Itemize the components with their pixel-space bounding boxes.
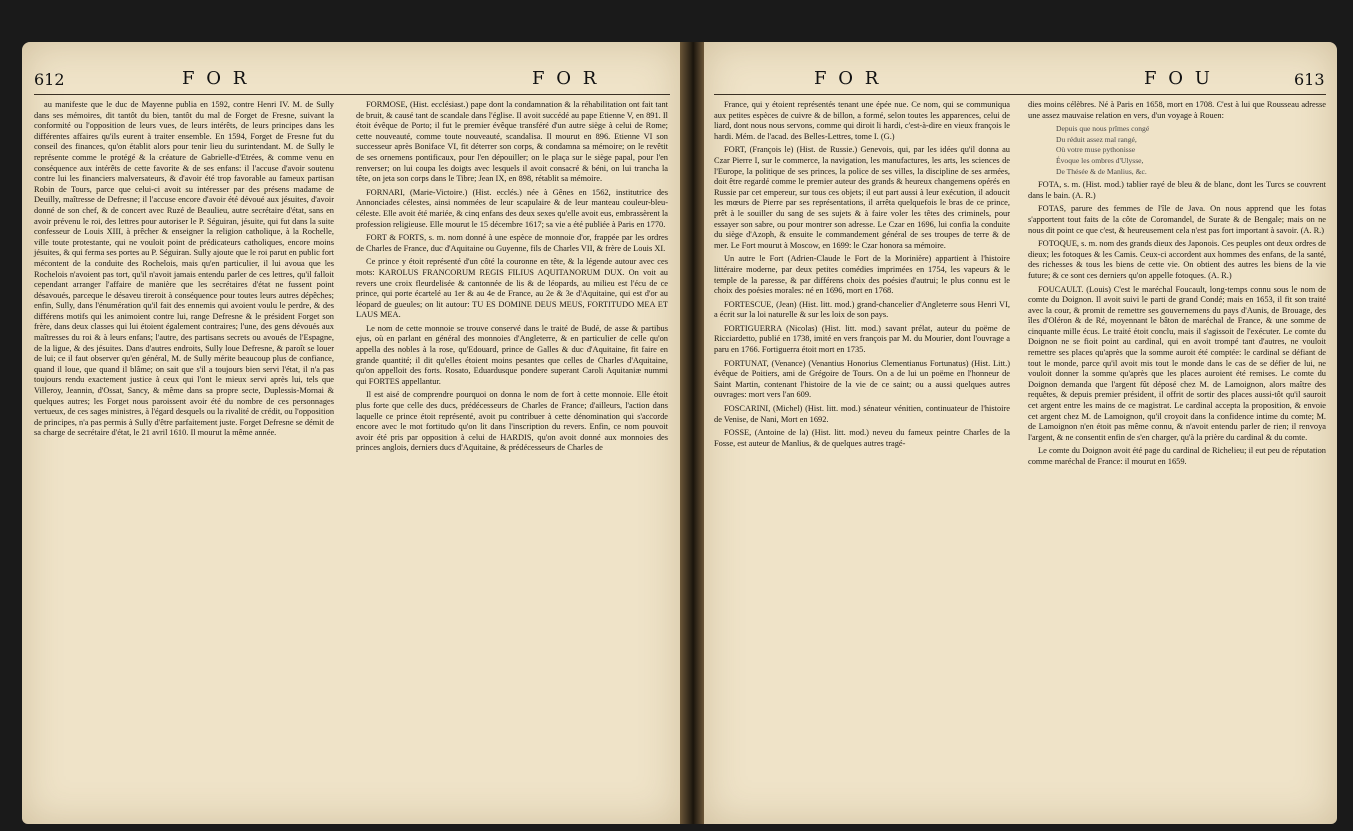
header-rule: [714, 94, 1326, 95]
right-running-header-1: F O R: [814, 68, 882, 89]
paragraph: France, qui y étoient représentés tenant une épée nue. Ce nom, qui se communiqua aux petites espèces de cuivre & de billon, a formé, selon toutes les apparences, celui de liard, dont nous nous servons, comme qui diroit li hardi, c'est-à-dire en vieux françois le hardi. Mém. de l'acad. des Belles-Lettres, tome I. (G.): [714, 100, 1010, 141]
entry-foscarini: FOSCARINI, (Michel) (Hist. litt. mod.) sénateur vénitien, continuateur de l'histoire de Venise, de Nani, Mort en 1692.: [714, 404, 1010, 424]
left-page: [22, 42, 680, 824]
entry-fortescue: FORTESCUE, (Jean) (Hist. litt. mod.) grand-chancelier d'Angleterre sous Henri VI, a écrit sur la loi naturelle & sur les loix de son pays.: [714, 299, 1010, 320]
right-page: [704, 42, 1337, 824]
paragraph: Il est aisé de comprendre pourquoi on donna le nom de fort à cette monnoie. Elle étoit plus forte que celle des ducs, prédécesseurs de Charles de France; d'ailleurs, l'action dans laquelle ce prince étoit représenté, avoit pu contribuer à cette dénomination qui s'accorde encore avec le mot fortitudo qu'on lit dans l'inscription du revers. Enfin, ce nom pouvoit avoir été pris par opposition à celui de HARDIS, qu'on avoit donné aux monnoies des princes anglois, derniers ducs d'Aquitaine, & prédécesseurs de Charles de: [356, 390, 668, 453]
right-running-header-2: F O U: [1144, 68, 1213, 89]
entry-formose: FORMOSE, (Hist. ecclésiast.) pape dont la condamnation & la réhabilitation ont fait tant de bruit, & causé tant de scandale dans l'église. Il avoit succédé au pape Etienne V, en 891. Il étoit évêque de Porto; il fut le premier évêque transféré d'un autre siège à celui de Rome; cette nouveauté, comme toute nouveauté, scandalisa. Il mourut en 896. Etienne VI son successeur après Boniface VI, fit déterrer son corps, & condamna sa mémoire; on le revêtit de ses ornemens pontificaux, pour l'en dépouiller; on le plaça sur le siège papal, pour l'en renverser; on lui coupa les doigts avec lesquels il avoit consacré & béni, on lui trancha la tête, on jeta son corps dans le Tibre; Jean IX, en 898, rétablit sa mémoire.: [356, 100, 668, 184]
right-page-number: 613: [1294, 70, 1325, 89]
entry-fort-le: FORT, (François le) (Hist. de Russie.) Genevois, qui, par les idées qu'il donna au Czar Pierre I, sur le commerce, la navigation, les manufactures, les arts, les sciences de l'Europe, la politique de ses princes, la police de ses villes, la discipline de ses armées, doit être regardé comme le premier auteur des grands & heureux changemens opérés en Russie par cet empereur, sur tous ces objets; il eut part aussi à leur exécution, il adoucit les mœurs de Pierre par ses représentations, il arrêta quelquefois le bras de ce prince, prêt à le souiller du sang de ses sujets & à faire voler les têtes des criminels, pour essayer son sabre, ou pour montrer son adresse. Le Czar en 1696, lui confia la conduite du siège d'Azoph, & ensuite le commandement général de ses troupes de terre & de mer. Le Fort mourut à Moscow, en 1699: le Czar honora sa mémoire.: [714, 145, 1010, 250]
entry-fota: FOTA, s. m. (Hist. mod.) tablier rayé de bleu & de blanc, dont les Turcs se couvrent dans le bain. (A. R.): [1028, 180, 1326, 200]
paragraph: Le comte du Doignon avoit été page du cardinal de Richelieu; il eut peu de réputation comme maréchal de France: il mourut en 1659.: [1028, 446, 1326, 466]
verse-line: Du réduit assez mal rangé,: [1056, 134, 1137, 144]
entry-fortiguerra: FORTIGUERRA (Nicolas) (Hist. litt. mod.) savant prélat, auteur du poëme de Ricciardetto, publié en 1738, imité en vers françois par M. du Mourier, dont l'ouvrage a paru en 1766. Fortiguerra étoit mort en 1735.: [714, 323, 1010, 355]
left-column-2: [356, 100, 668, 457]
left-running-header-2: F O R: [532, 68, 600, 89]
verse-line: Depuis que nous prîmes congé: [1056, 124, 1150, 134]
verse-line: De Thésée & de Manlius, &c.: [1056, 166, 1147, 176]
verse-quote: [1056, 124, 1326, 177]
paragraph: Le nom de cette monnoie se trouve conservé dans le traité de Budé, de asse & partibus ejus, où en parlant en général des monnoies d'Angleterre, & en particulier de celle qu'on appella des nobles à la rose, qu'Edouard, prince de Galles & duc d'Aquitaine, fit faire en grande quantité; il dit qu'elles étoient moins pesantes que celles de Charles d'Aquitaine, qu'on appelloit des forts. Rosato, Eduardusque pondere superant Caroli Aquitaniæ nummi qui FORTES appellantur.: [356, 323, 668, 386]
right-column-1: [714, 100, 1010, 452]
book-gutter: [680, 42, 704, 824]
left-column-1: [34, 100, 334, 442]
entry-fortunat: FORTUNAT, (Venance) (Venantius Honorius Clementianus Fortunatus) (Hist. Litt.) évêque de Poitiers, ami de Grégoire de Tours. On a de lui un poëme en l'honneur de Saint Martin, contenant l'histoire de la vie de ce saint; ou a aussi quelques autres ouvrages: mort vers l'an 609.: [714, 358, 1010, 400]
left-page-number: 612: [34, 70, 65, 89]
left-running-header-1: F O R: [182, 68, 250, 89]
header-rule: [34, 94, 670, 95]
verse-line: Évoque les ombres d'Ulysse,: [1056, 155, 1144, 165]
entry-fosse: FOSSE, (Antoine de la) (Hist. litt. mod.) neveu du fameux peintre Charles de la Fosse, est auteur de Manlius, & de quelques autres tragé-: [714, 428, 1010, 448]
entry-fotoque: FOTOQUE, s. m. nom des grands dieux des Japonois. Ces peuples ont deux ordres de dieux; les fotoques & les Camis. Ceux-ci accordent aux hommes des enfans, de la santé, des richesses & tous les biens de cette vie. On obtient des autres les biens de la vie future; & ce sont ces derniers qu'on appelle fotoques. (A. R.): [1028, 239, 1326, 280]
right-column-2: [1028, 100, 1326, 471]
entry-fornari: FORNARI, (Marie-Victoire.) (Hist. ecclés.) née à Gênes en 1562, institutrice des Annonciades célestes, ainsi nommées de leur scapulaire & de leur manteau couleur-bleu-céleste. Elle avoit été mariée, & cinq enfans des deux sexes qu'elle avoit eus, embrassèrent la profession religieuse. Elle mourut le 15 décembre 1617; sa vie a été publiée à Paris en 1770.: [356, 187, 668, 229]
verse-line: Où votre muse pythonisse: [1056, 145, 1136, 155]
entry-foucault: FOUCAULT. (Louis) C'est le maréchal Foucault, long-temps connu sous le nom de comte du Doignon. Il avoit suivi le parti de grand Condé; mais en 1653, il fit son traité avec la cour, & promit de remettre ses gouvernemens du pays d'Aunis, de Brouage, des îles d'Oléron & de Ré, moyennant le bâton de maréchal de France, & une somme de cinquante mille écus. Le traité étoit conclu, mais il s'agissoit de l'exécuter. Le comte du Doignon ne se fioit point au cardinal, qui en avoit trompé tant d'autres, ne vouloit remettre ses places qu'après que la somme auroit été comptée: le cardinal se défiant de tout le monde, parce qu'il avoit mis tout le monde dans le cas de se défier de lui, ne vouloit donner la somme qu'après que les places auroient été remises. Le comte du Doignon demanda que l'argent fût déposé chez M. de Lamoignon, alors maître des requêtes, & depuis premier président, il offrit de sortir des places aussi-tôt qu'il sauroit cet argent entre les mains de ce magistrat. Le cardinal accepta la proposition, & envoie cet argent chez M. de Lamoignon, qu'il croyoit dans la confidence intime du comte; M. de Lamoignon n'en étoit pas même connu, & n'avoit entendu parler de rien; il renvoya l'argent, & ne consentit enfin de s'en charger, qu'à la prière du cardinal & du comte.: [1028, 284, 1326, 442]
paragraph: Un autre le Fort (Adrien-Claude le Fort de la Morinière) appartient à l'histoire littéraire moderne, par deux petites comédies imprimées en 1754, les vapeurs & le temple de la paresse, & par différens choix des poésies d'autrui; le plus connu est le choix des poésies morales: né en 1696, mort en 1768.: [714, 254, 1010, 296]
paragraph: Ce prince y étoit représenté d'un côté la couronne en tête, & la légende autour avec ces mots: KAROLUS FRANCORUM REGIS FILIUS AQUITANORUM DUX. On voit au revers une croix fleurdelisée & cantonnée de lis & de léopards, au milieu est l'écu de ce prince, qui porte écartelé au 1er & au 4e de France, au 2e & 3e d'Aquitaine, qui est d'or au léopard de gueules; on lit autour: TU ES DOMINE DEUS MEUS, FORTITUDO MEA ET LAUS MEA.: [356, 257, 668, 320]
entry-fort: FORT & FORTS, s. m. nom donné à une espèce de monnoie d'or, frappée par les ordres de Charles de France, duc d'Aquitaine ou Guyenne, fils de Charles VII, & frère de Louis XI.: [356, 233, 668, 253]
entry-fotas: FOTAS, parure des femmes de l'île de Java. On nous apprend que les fotas s'apportent tout faits de la côte de Coromandel, de Surate & de Bengale; mais on ne nous dit point ce que c'est, & heureusement cela n'est pas fort important à savoir. (A. R.): [1028, 204, 1326, 235]
paragraph: dies moins célèbres. Né à Paris en 1658, mort en 1708. C'est à lui que Rousseau adresse une assez mauvaise relation en vers, d'un voyage à Rouen:: [1028, 100, 1326, 120]
paragraph: au manifeste que le duc de Mayenne publia en 1592, contre Henri IV. M. de Sully dans ses mémoires, dit tantôt du bien, tantôt du mal de Forget de Fresne, suivant la conformité ou l'opposition de leurs vues, de leurs intérêts, de leurs principes dans les différentes affaires qu'ils eurent à traiter ensemble. En 1594, Forget de Fresne fut du conseil des finances, qu'on établit alors pour tenir lieu du surintendant. M. de Sully le représente comme le protégé & la créature de Gabrielle-d'Etrées, & comme venu en conséquence aux intérêts de cette favorite & de ses enfans: il l'accuse d'avoir soutenu contre lui les financiers malversateurs, & d'avoir été trop favorable au fameux partisan Robin de Tours, parce que celui-ci avoit su intéresser par des présens madame de Deuilly, maîtresse de Defresne; il l'accuse encore d'avoir été dévoué aux jésuites, d'avoir donné de son chef, & de concert avec Ruzé de Beaulieu, autre secrétaire d'état, sans en avoir prévenu le roi, des lettres pour autoriser le P. Séguiran, jésuite, qui fut dans la suite confesseur de Louis XIII, à prêcher & enseigner la religion catholique, à la Rochelle, ville toute protestante, qui ne vouloit point de prédicateurs catholiques, encore moins jésuites, & qui ferma ses portes au P. Séguiran. Sully ajoute que le roi parut en public fort mécontent de la conduite des Rochelois, mais qu'en particulier, il lui avoua que les Rochelois n'avoient pas tort, qu'il n'avoit jamais entendu parler de ces lettres, qu'il falloit cependant arranger l'affaire de manière que les secrétaires d'état ne fussent point désavoués, parceque le désaveu tireroit à conséquence pour toutes leurs autres dépêches; enfin, Sully, dans l'énumération qu'il fait des ennemis qui avoient voulu le perdre, & des différens motifs qui les animoient contre lui, range Defresne & le président Forget son frère, dans deux classes qui lui étoient également contraires; l'une, des gens dévoués aux maîtresses du roi & à leurs enfans; l'autre, des partisans secrets ou avoués de l'Espagne, de la ligue, & des jésuites. Dans d'autres endroits, Sully loue Defresne, & paroît se louer de lui; ce il faut observer qu'en général, M. de Sully mérite beaucoup plus de confiance, quand il loue, que quand il blâme; on sait que s'il a toujours bien servi l'état, il n'a pas toujours rendu exactement justice à ceux qui l'ont le mieux servi après lui, tels que Villeroy, Jeannin, d'Ossat, Sancy, & même dans sa propre secte, Duplessis-Mornai & quelques autres; les Forget nous paroissent avoir été du nombre de ces personnages vertueux, de ces sages ministres, à l'égard desquels ou la rivalité de crédit, ou l'opposition de principes, n'a pas permis à Sully d'être parfaitement juste. Forget Defresne se démit de sa charge de secrétaire d'état, le 21 avril 1610. Il mourut la même année.: [34, 100, 335, 438]
